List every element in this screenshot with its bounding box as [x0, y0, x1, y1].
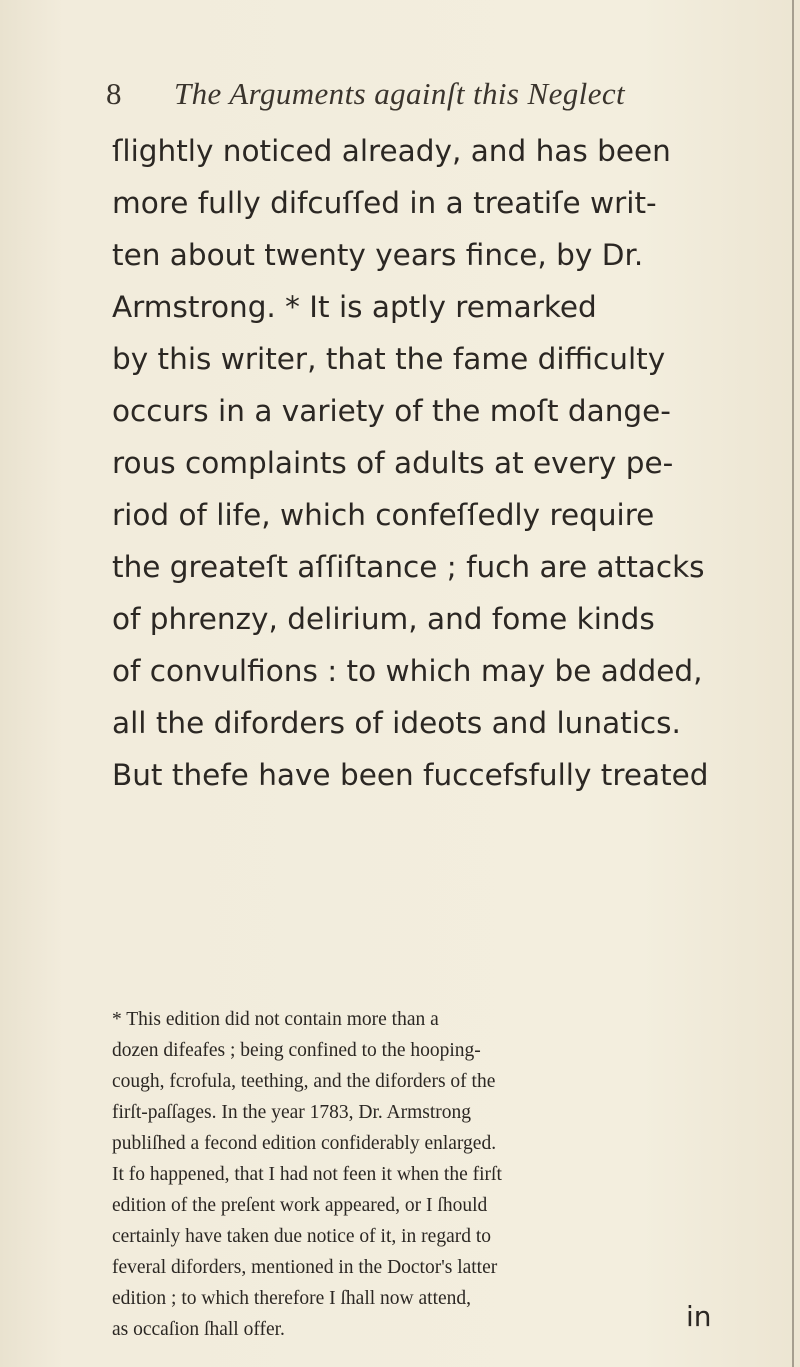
- footnote-line: dozen difeafes ; being confined to the hooping-: [112, 1040, 481, 1061]
- body-line: the greateſt aſſiſtance ; fuch are attacks: [112, 550, 705, 584]
- body-line: riod of life, which confeſſedly require: [112, 498, 655, 532]
- body-text: [112, 125, 752, 801]
- body-line: by this writer, that the fame difficulty: [112, 342, 666, 376]
- body-line: occurs in a variety of the moſt dange-: [112, 394, 671, 428]
- catchword: in: [686, 1300, 712, 1333]
- footnote-line: * This edition did not contain more than a: [112, 1009, 439, 1030]
- body-line: more fully difcuſſed in a treatiſe writ-: [112, 186, 657, 220]
- page-header: [106, 76, 746, 126]
- body-line: rous complaints of adults at every pe-: [112, 446, 674, 480]
- running-title: The Arguments againſt this Neglect: [174, 76, 626, 111]
- page-number: 8: [106, 76, 122, 111]
- footnote-line: firſt-paſſages. In the year 1783, Dr. Armstrong: [112, 1102, 472, 1123]
- body-line: ten about twenty years fince, by Dr.: [112, 238, 644, 272]
- footnote-line: feveral diforders, mentioned in the Doctor's latter: [112, 1257, 498, 1278]
- body-line: ſlightly noticed already, and has been: [112, 134, 671, 168]
- footnote: [112, 1004, 752, 1345]
- footnote-line: edition of the preſent work appeared, or I ſhould: [112, 1195, 488, 1216]
- footnote-line: cough, fcrofula, teething, and the diforders of the: [112, 1071, 496, 1092]
- page-edge-line: [792, 0, 794, 1367]
- footnote-line: as occaſion ſhall offer.: [112, 1319, 285, 1340]
- body-line: all the diforders of ideots and lunatics.: [112, 706, 681, 740]
- footnote-line: edition ; to which therefore I ſhall now attend,: [112, 1288, 472, 1309]
- footnote-line: certainly have taken due notice of it, in regard to: [112, 1226, 492, 1247]
- body-line: of phrenzy, delirium, and fome kinds: [112, 602, 655, 636]
- body-line: But thefe have been fuccefsfully treated: [112, 758, 709, 792]
- footnote-line: publiſhed a fecond edition confiderably enlarged.: [112, 1133, 497, 1154]
- body-line: Armstrong. * It is aptly remarked: [112, 290, 597, 324]
- footnote-line: It fo happened, that I had not feen it when the firſt: [112, 1164, 502, 1185]
- body-line: of convulfions : to which may be added,: [112, 654, 703, 688]
